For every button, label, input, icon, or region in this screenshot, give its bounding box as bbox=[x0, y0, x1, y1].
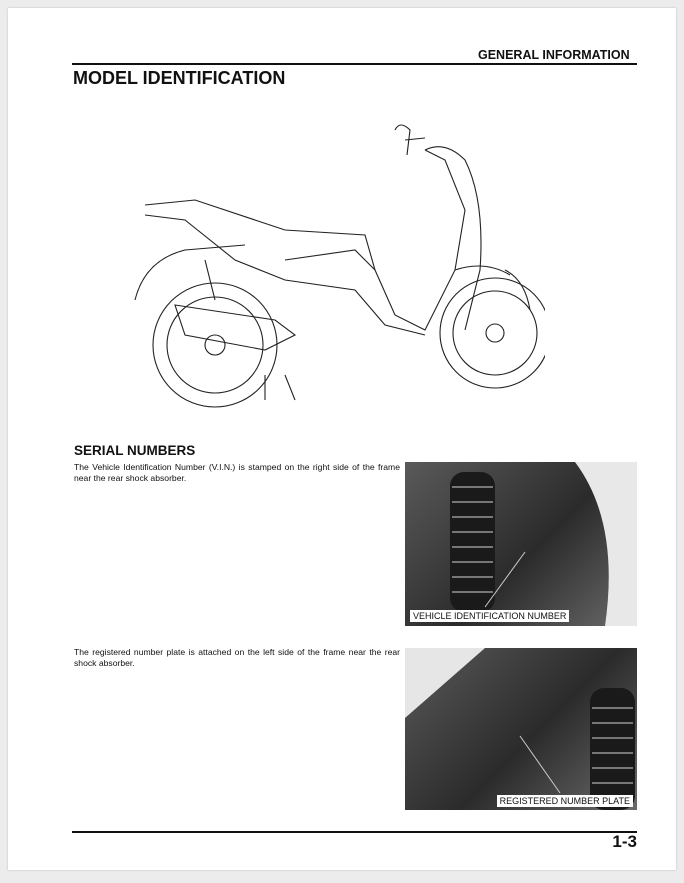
footer-rule bbox=[72, 831, 637, 833]
page-number: 1-3 bbox=[612, 832, 637, 851]
header-rule bbox=[72, 63, 637, 65]
vin-description: The Vehicle Identification Number (V.I.N.) is stamped on the right side of the frame near the rear shock absorber. bbox=[74, 462, 400, 483]
vin-photo bbox=[405, 462, 637, 626]
plate-description: The registered number plate is attached on the left side of the frame near the rear shock absorber. bbox=[74, 647, 400, 668]
section-header: GENERAL INFORMATION bbox=[478, 48, 630, 62]
serial-numbers-heading: SERIAL NUMBERS bbox=[74, 443, 196, 458]
plate-photo bbox=[405, 648, 637, 810]
page-title: MODEL IDENTIFICATION bbox=[73, 68, 286, 88]
vin-caption: VEHICLE IDENTIFICATION NUMBER bbox=[410, 610, 569, 622]
plate-caption: REGISTERED NUMBER PLATE bbox=[497, 795, 633, 807]
scooter-illustration bbox=[125, 120, 545, 415]
